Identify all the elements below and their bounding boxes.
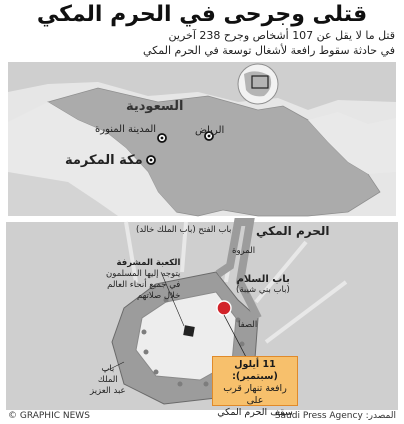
credit-text: © GRAPHIC NEWS — [8, 411, 90, 421]
gate-abdulaziz-line-1: باب — [101, 364, 115, 374]
crane-collapse-marker — [217, 301, 231, 315]
label-bab-salam: باب السلام — [236, 274, 290, 285]
footer — [0, 410, 404, 424]
haram-map-svg — [6, 222, 398, 410]
gate-label-king-abdulaziz — [90, 364, 126, 397]
haram-heading: الحرم المكي — [256, 224, 330, 238]
label-bab-bani-shaiba: (باب بني شيبة) — [236, 285, 290, 295]
kaaba-note-line-2: في جميع أنحاء العالم — [107, 280, 181, 290]
source-text: المصدر: Saudi Press Agency — [274, 411, 396, 421]
callout-line-3: سقف الحرم المكي — [217, 407, 293, 418]
city-label-riyadh: الرياض — [195, 125, 225, 136]
gate-label-king-khalid: باب الفتح (باب الملك خالد) — [136, 225, 232, 235]
callout-date: 11 أيلول (سبتمبر): — [232, 359, 278, 382]
kaaba-icon — [183, 325, 195, 337]
regional-map — [8, 62, 396, 216]
label-safa: الصفا — [238, 320, 258, 330]
gate-abdulaziz-line-2: الملك — [97, 375, 118, 385]
subtitle — [9, 28, 395, 58]
country-label-saudi: السعودية — [126, 99, 184, 114]
kaaba-label: الكعبة المشرفة — [116, 258, 181, 268]
subtitle-line-2: في حادثة سقوط رافعة لأشغال توسعة في الحرم المكي — [142, 44, 395, 57]
subtitle-line-1: قتل ما لا يقل عن 107 أشخاص وجرح 238 آخرين — [168, 29, 395, 42]
page-title: قتلى وجرحى في الحرم المكي — [36, 2, 368, 27]
gate-abdulaziz-line-3: عبد العزيز — [90, 386, 126, 396]
city-label-madinah: المدينة المنورة — [95, 124, 157, 135]
kaaba-note-line-3: خلال صلاتهم — [136, 291, 181, 301]
crane-collapse-callout — [212, 356, 298, 418]
kaaba-note-line-1: يتوجه إليها المسلمون — [106, 269, 181, 279]
regional-map-svg — [8, 62, 396, 216]
label-marwa: المروة — [232, 246, 256, 256]
city-label-makkah: مكة المكرمة — [65, 153, 143, 168]
kaaba-caption — [106, 258, 180, 302]
callout-line-2: رافعة تنهار قرب على — [223, 383, 287, 406]
bab-salam-caption — [236, 274, 290, 296]
